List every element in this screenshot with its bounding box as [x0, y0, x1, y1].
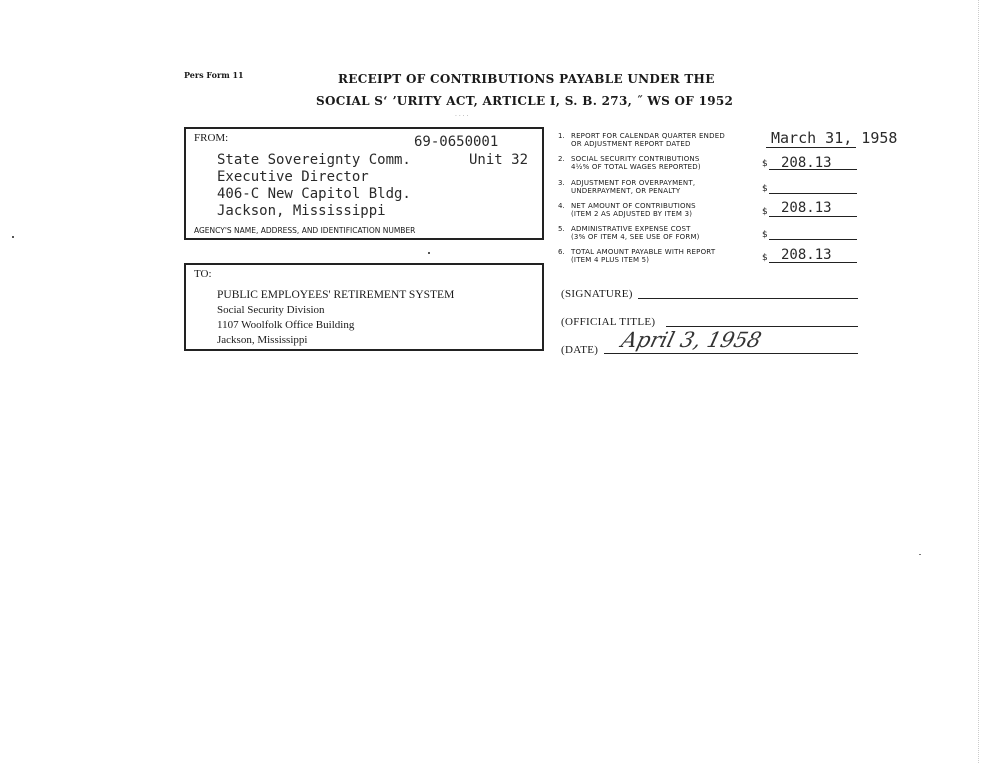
item-number: 6.	[558, 248, 565, 256]
item-line: OR ADJUSTMENT REPORT DATED	[571, 140, 691, 148]
signature-label: (SIGNATURE)	[561, 288, 633, 300]
from-label: FROM:	[194, 132, 229, 144]
item-description	[571, 155, 701, 171]
form-title-line-2: SOCIAL Sʻ ʼURITY ACT, ARTICLE I, S. B. 273, ˝ WS OF 1952	[316, 94, 734, 108]
stray-marks: · · · ·	[455, 113, 469, 120]
scan-speck	[12, 236, 14, 238]
item-number: 3.	[558, 179, 565, 187]
dollar-sign: $	[762, 184, 768, 194]
dollar-sign: $	[762, 230, 768, 240]
item-number: 5.	[558, 225, 565, 233]
item-line: (ITEM 2 AS ADJUSTED BY ITEM 3)	[571, 210, 693, 218]
item-description	[571, 179, 695, 195]
agency-line: 406-C New Capitol Bldg.	[217, 186, 411, 202]
official-title-line[interactable]	[666, 326, 858, 327]
item-line: ADMINISTRATIVE EXPENSE COST	[571, 225, 691, 233]
from-box	[184, 127, 544, 240]
total-payable-value: 208.13	[781, 247, 832, 263]
recipient-line: Social Security Division	[217, 304, 325, 316]
item-description	[571, 202, 696, 218]
item-2-rule	[769, 169, 857, 170]
scan-edge	[978, 0, 980, 763]
agency-caption: AGENCY'S NAME, ADDRESS, AND IDENTIFICATION NUMBER	[194, 226, 416, 235]
dollar-sign: $	[762, 159, 768, 169]
item-line: (3% OF ITEM 4, SEE USE OF FORM)	[571, 233, 700, 241]
date-label: (DATE)	[561, 344, 599, 356]
scan-speck	[428, 252, 430, 254]
item-line: ADJUSTMENT FOR OVERPAYMENT,	[571, 179, 696, 187]
item-number: 1.	[558, 132, 565, 140]
item-6-rule	[769, 262, 857, 263]
agency-line: Jackson, Mississippi	[217, 203, 386, 219]
item-description	[571, 225, 700, 241]
to-box	[184, 263, 544, 351]
net-contributions-value: 208.13	[781, 200, 832, 216]
item-number: 2.	[558, 155, 565, 163]
item-4-rule	[769, 216, 857, 217]
item-5-rule	[769, 239, 857, 240]
scan-speck	[919, 554, 921, 555]
agency-id-number: 69-0650001	[414, 134, 499, 150]
form-number: Pers Form 11	[184, 70, 244, 80]
item-line: SOCIAL SECURITY CONTRIBUTIONS	[571, 155, 700, 163]
agency-line: Executive Director	[217, 169, 369, 185]
item-description	[571, 132, 725, 148]
item-1-rule	[766, 147, 856, 148]
item-line: UNDERPAYMENT, OR PENALTY	[571, 187, 681, 195]
item-line: REPORT FOR CALENDAR QUARTER ENDED	[571, 132, 725, 140]
handwritten-date: April 3, 1958	[619, 328, 764, 352]
dollar-sign: $	[762, 207, 768, 217]
to-label: TO:	[194, 268, 212, 280]
recipient-line: Jackson, Mississippi	[217, 334, 308, 346]
item-3-rule	[769, 193, 857, 194]
agency-unit: Unit 32	[469, 152, 529, 168]
quarter-ended-value: March 31, 1958	[771, 129, 898, 147]
item-line: 4½% OF TOTAL WAGES REPORTED)	[571, 163, 701, 171]
official-title-label: (OFFICIAL TITLE)	[561, 316, 656, 328]
form-title-line-1: RECEIPT OF CONTRIBUTIONS PAYABLE UNDER THE	[338, 72, 715, 86]
dollar-sign: $	[762, 253, 768, 263]
item-line: NET AMOUNT OF CONTRIBUTIONS	[571, 202, 696, 210]
item-description	[571, 248, 715, 264]
item-line: TOTAL AMOUNT PAYABLE WITH REPORT	[571, 248, 716, 256]
recipient-line: PUBLIC EMPLOYEES' RETIREMENT SYSTEM	[217, 289, 455, 301]
item-line: (ITEM 4 PLUS ITEM 5)	[571, 256, 650, 264]
signature-line[interactable]	[638, 298, 858, 299]
date-line[interactable]	[604, 353, 858, 354]
agency-line: State Sovereignty Comm.	[217, 152, 411, 168]
recipient-line: 1107 Woolfolk Office Building	[217, 319, 355, 331]
item-number: 4.	[558, 202, 565, 210]
contributions-value: 208.13	[781, 155, 832, 171]
